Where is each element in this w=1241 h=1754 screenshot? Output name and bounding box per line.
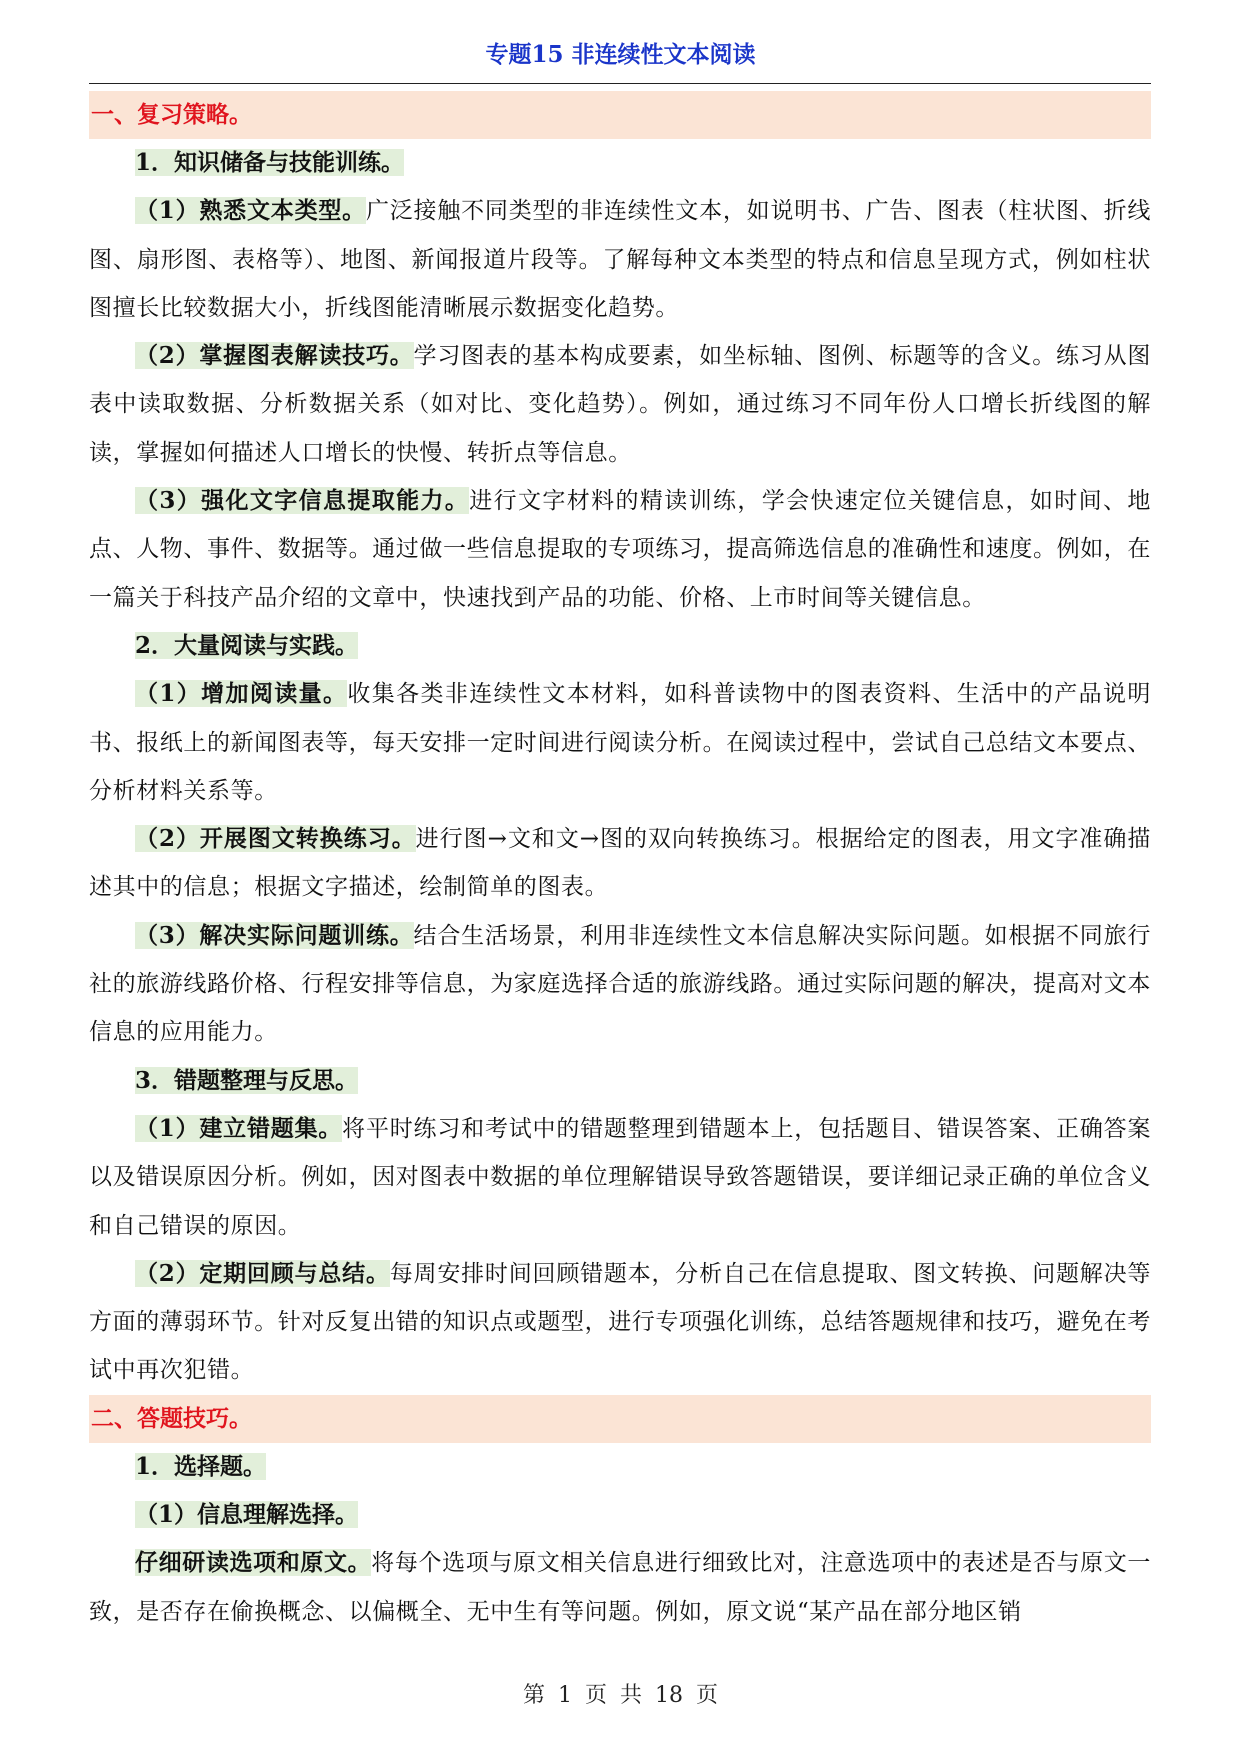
subsection-title-text: 1．选择题。 — [135, 1452, 267, 1480]
document-body — [89, 91, 1151, 1636]
subsection-title-text: （1）信息理解选择。 — [135, 1501, 359, 1529]
paragraph-text: 进行图→文和文→图的双向转换练习。根据给定的图表，用文字准确描述其中的信息；根据文字描述，绘制简单的图表。 — [89, 826, 1151, 901]
subsection-title-error-review — [89, 1057, 1151, 1105]
paragraph-text: 进行文字材料的精读训练，学会快速定位关键信息，如时间、地点、人物、事件、数据等。通过做一些信息提取的专项练习，提高筛选信息的准确性和速度。例如，在一篇关于科技产品介绍的文章中，快速找到产品的功能、价格、上市时间等关键信息。 — [89, 488, 1151, 611]
paragraph-text-types — [89, 187, 1151, 332]
paragraph-label: （1）增加阅读量。 — [135, 680, 348, 708]
paragraph-label: （3）强化文字信息提取能力。 — [135, 487, 470, 515]
paragraph-label: （1）熟悉文本类型。 — [135, 197, 366, 225]
subsection-title-text: 1．知识储备与技能训练。 — [135, 149, 405, 176]
header-divider — [89, 83, 1151, 84]
section-heading-answer-skills: 二、答题技巧。 — [89, 1395, 1151, 1443]
paragraph-label: （3）解决实际问题训练。 — [135, 921, 414, 949]
paragraph-label: （1）建立错题集。 — [135, 1114, 343, 1142]
paragraph-text: 学习图表的基本构成要素，如坐标轴、图例、标题等的含义。练习从图表中读取数据、分析数据关系（如对比、变化趋势）。例如，通过练习不同年份人口增长折线图的解读，掌握如何描述人口增长的快慢、转折点等信息。 — [89, 343, 1151, 466]
paragraph-compare-options — [89, 1539, 1151, 1636]
subsection-title-reading-practice — [89, 622, 1151, 670]
page-number-footer: 第 1 页 共 18 页 — [523, 1683, 718, 1708]
paragraph-text: 收集各类非连续性文本材料，如科普读物中的图表资料、生活中的产品说明书、报纸上的新闻图表等，每天安排一定时间进行阅读分析。在阅读过程中，尝试自己总结文本要点、分析材料关系等。 — [89, 681, 1151, 804]
section-heading-review-strategy: 一、复习策略。 — [89, 91, 1151, 139]
page-title: 专题15 非连续性文本阅读 — [485, 41, 756, 68]
paragraph-label: （2）开展图文转换练习。 — [135, 825, 416, 853]
paragraph-text: 每周安排时间回顾错题本，分析自己在信息提取、图文转换、问题解决等方面的薄弱环节。针对反复出错的知识点或题型，进行专项强化训练，总结答题规律和技巧，避免在考试中再次犯错。 — [89, 1260, 1151, 1384]
paragraph-chart-reading — [89, 332, 1151, 477]
paragraph-image-text-conversion — [89, 815, 1151, 912]
paragraph-practical-problems — [89, 912, 1151, 1057]
paragraph-error-notebook — [89, 1105, 1151, 1250]
paragraph-text: 结合生活场景，利用非连续性文本信息解决实际问题。如根据不同旅行社的旅游线路价格、行程安排等信息，为家庭选择合适的旅游线路。通过实际问题的解决，提高对文本信息的应用能力。 — [89, 922, 1151, 1046]
subsection-title-info-understanding — [89, 1491, 1151, 1539]
paragraph-text: 将平时练习和考试中的错题整理到错题本上，包括题目、错误答案、正确答案以及错误原因分析。例如，因对图表中数据的单位理解错误导致答题错误，要详细记录正确的单位含义和自己错误的原因。 — [89, 1115, 1152, 1239]
paragraph-label: （2）掌握图表解读技巧。 — [135, 342, 414, 370]
subsection-title-knowledge-skills — [89, 139, 1151, 187]
paragraph-text: 广泛接触不同类型的非连续性文本，如说明书、广告、图表（柱状图、折线图、扇形图、表格等）、地图、新闻报道片段等。了解每种文本类型的特点和信息呈现方式，例如柱状图擅长比较数据大小，折线图能清晰展示数据变化趋势。 — [89, 198, 1151, 321]
paragraph-regular-review — [89, 1250, 1151, 1395]
subsection-title-multiple-choice — [89, 1443, 1151, 1491]
subsection-title-text: 3．错题整理与反思。 — [135, 1066, 359, 1094]
paragraph-label: 仔细研读选项和原文。 — [135, 1549, 372, 1577]
subsection-title-text: 2．大量阅读与实践。 — [135, 631, 359, 659]
paragraph-text: 将每个选项与原文相关信息进行细致比对，注意选项中的表述是否与原文一致，是否存在偷换概念、以偏概全、无中生有等问题。例如，原文说“某产品在部分地区销 — [89, 1550, 1152, 1625]
paragraph-text-extraction — [89, 477, 1151, 622]
paragraph-reading-volume — [89, 670, 1151, 815]
paragraph-label: （2）定期回顾与总结。 — [135, 1259, 390, 1287]
